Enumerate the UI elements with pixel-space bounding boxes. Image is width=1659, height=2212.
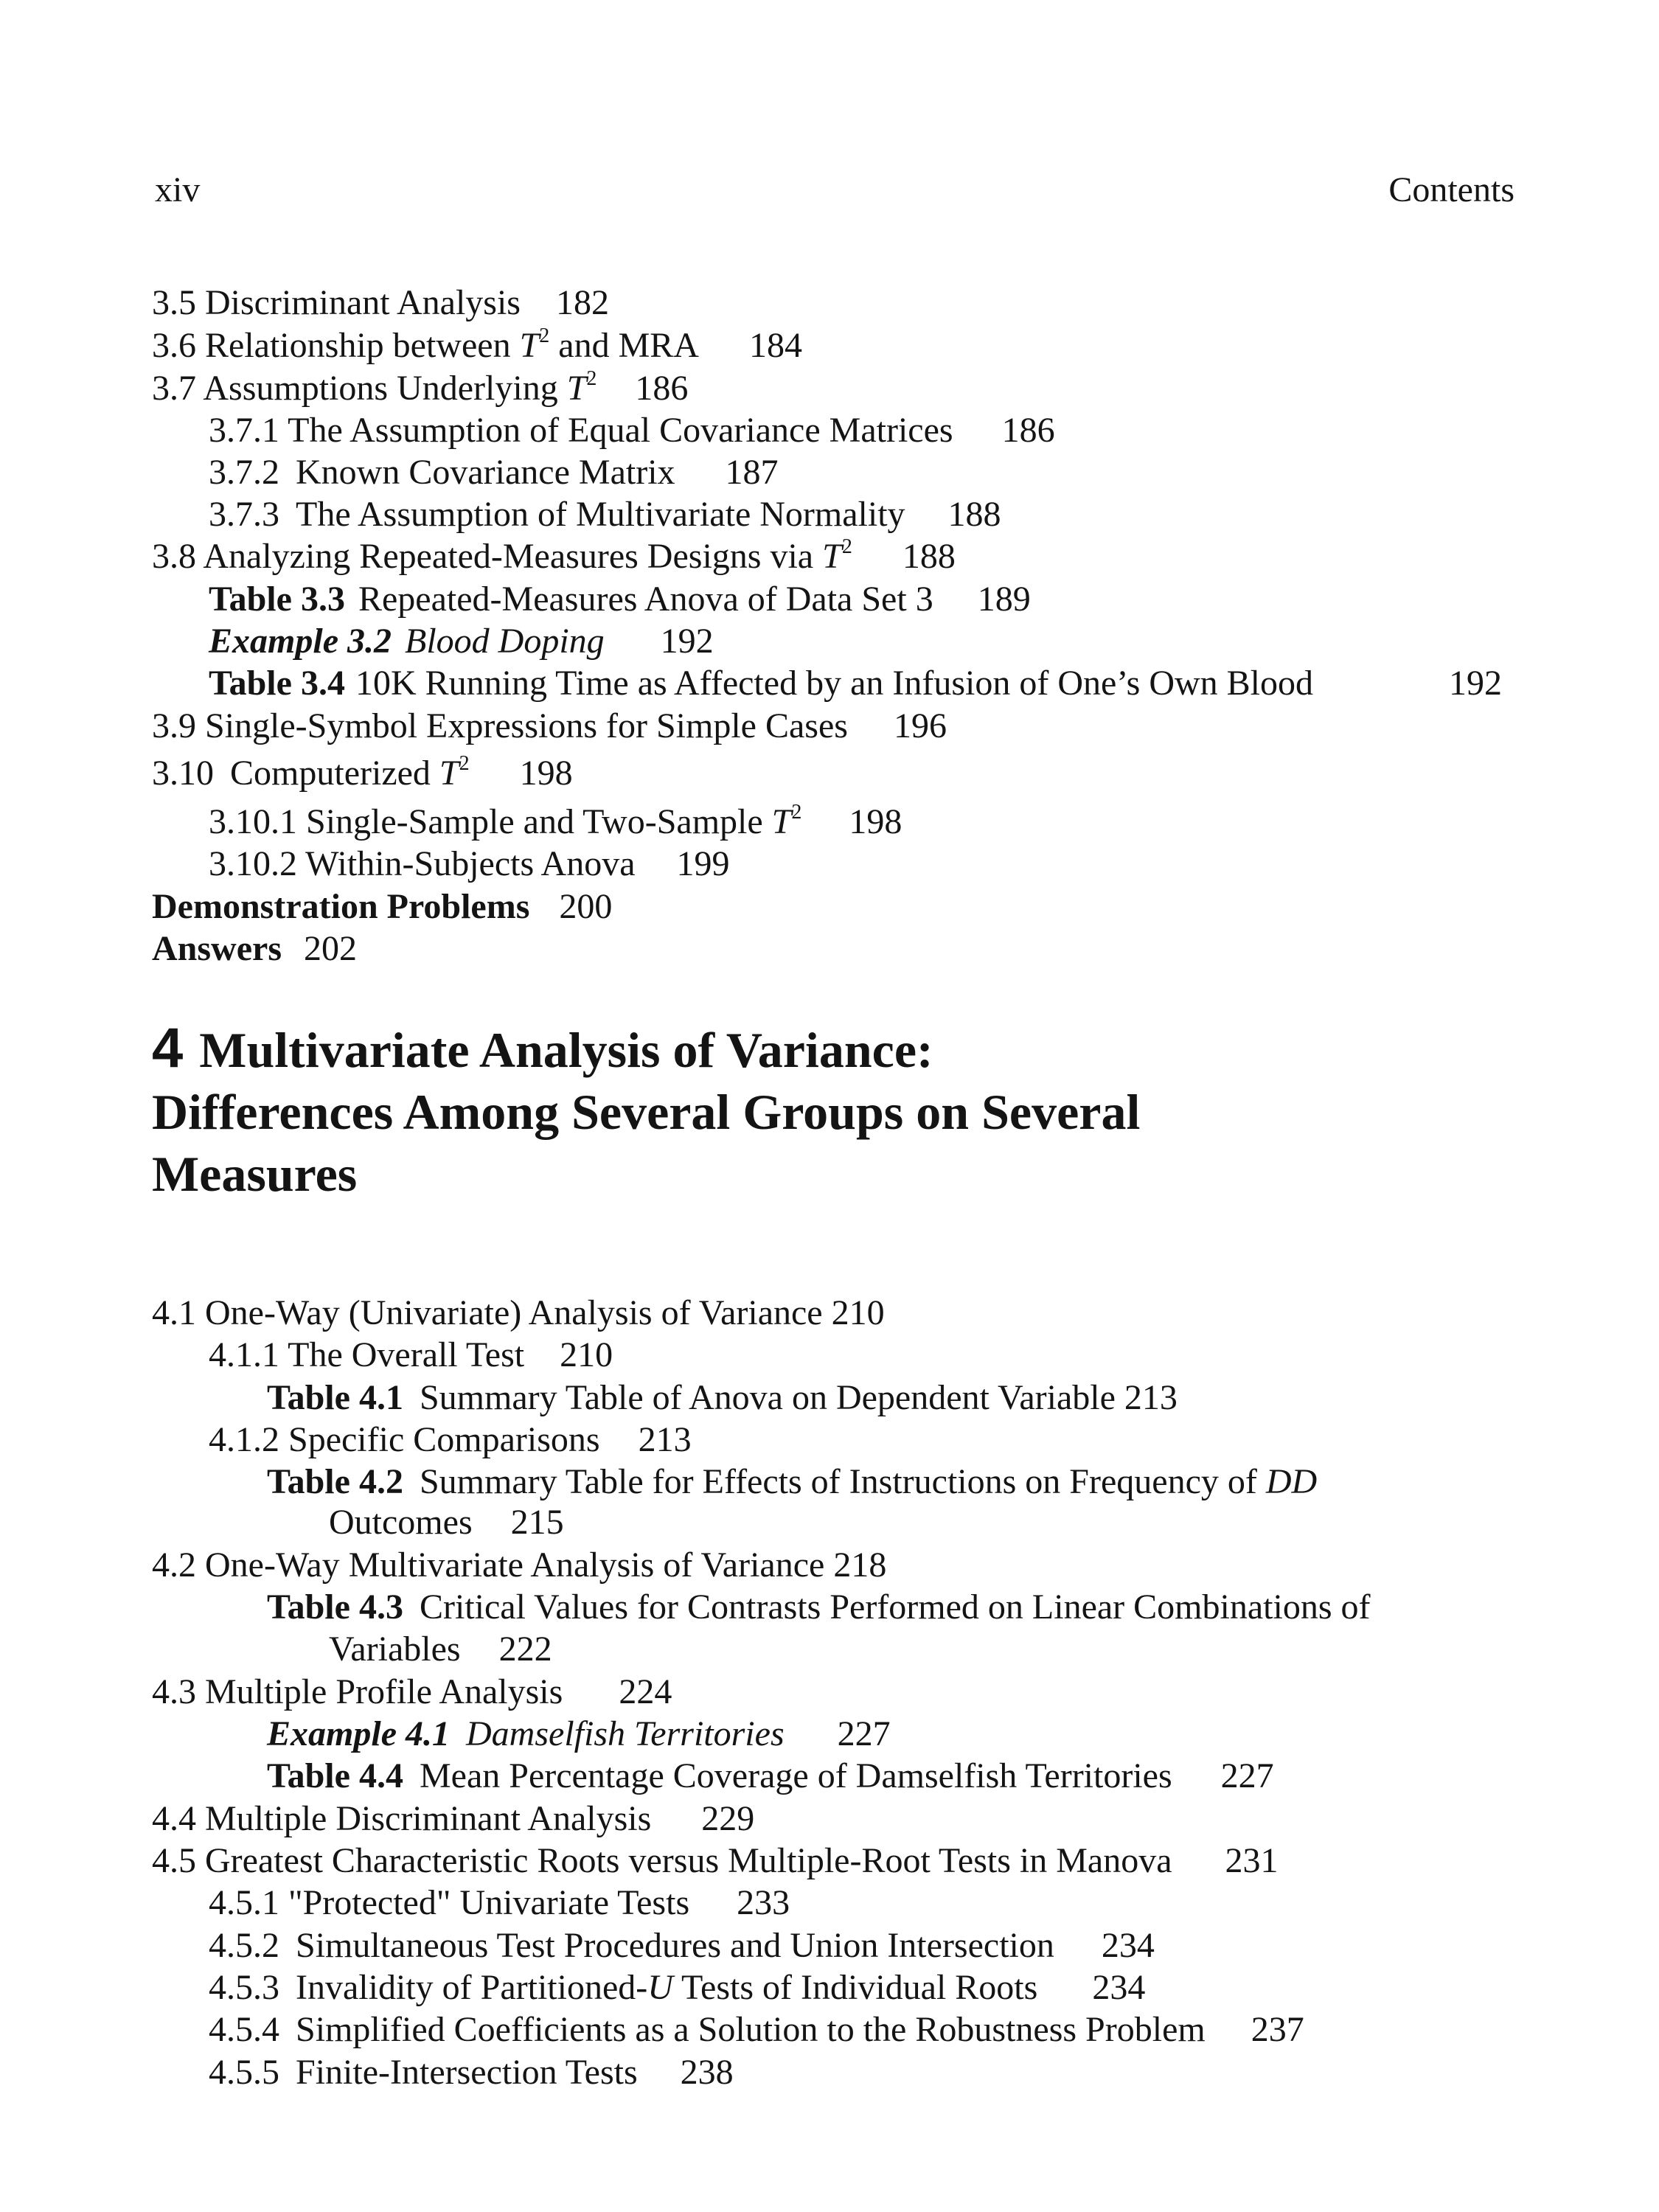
toc-entry: 4.1.1 The Overall Test 210 <box>209 1335 613 1374</box>
toc-entry: Table 3.3 Repeated-Measures Anova of Data Set 3 189 <box>209 580 1031 619</box>
toc-entry: 3.6 Relationship between $T^2$ and MRA 184 <box>152 324 802 365</box>
toc-entry: Table 3.4 10K Running Time as Affected by an Infusion of One’s Own Blood <box>209 664 1313 703</box>
toc-entry: 4.5.3 Invalidity of Partitioned-U Tests of Individual Roots 234 <box>209 1968 1146 2007</box>
toc-entry: 3.10 Computerized $T^2$ 198 <box>152 752 573 793</box>
toc-entry: 3.8 Analyzing Repeated-Measures Designs via $T^2$ 188 <box>152 535 956 576</box>
toc-entry: 3.7.2 Known Covariance Matrix 187 <box>209 453 779 492</box>
chapter-title-line: Measures <box>152 1146 358 1202</box>
toc-entry: 4.4 Multiple Discriminant Analysis 229 <box>152 1799 755 1838</box>
toc-entry: 3.7.1 The Assumption of Equal Covariance Matrices 186 <box>209 411 1055 450</box>
chapter-heading <box>152 1018 1553 1205</box>
toc-entry: Demonstration Problems 200 <box>152 887 613 926</box>
toc-entry: Answers 202 <box>152 929 357 968</box>
toc-page-number: 192 <box>1449 664 1502 703</box>
toc-entry: 3.7.3 The Assumption of Multivariate Normality 188 <box>209 495 1001 534</box>
toc-entry: Table 4.3 Critical Values for Contrasts Performed on Linear Combinations of <box>267 1587 1371 1627</box>
toc-entry-continued: Variables 222 <box>329 1630 552 1669</box>
toc-entry: 4.1 One-Way (Univariate) Analysis of Variance 210 <box>152 1293 885 1332</box>
toc-entry: 4.3 Multiple Profile Analysis 224 <box>152 1672 672 1711</box>
toc-entry: 3.9 Single-Symbol Expressions for Simple Cases 196 <box>152 706 947 745</box>
toc-entry: Table 4.1 Summary Table of Anova on Dependent Variable 213 <box>267 1378 1178 1417</box>
toc-entry: 4.5.4 Simplified Coefficients as a Solution to the Robustness Problem 237 <box>209 2010 1304 2049</box>
chapter-title-line: Multivariate Analysis of Variance: <box>199 1022 933 1078</box>
toc-entry: 4.5 Greatest Characteristic Roots versus Multiple-Root Tests in Manova 231 <box>152 1841 1279 1880</box>
toc-entry: Example 4.1 Damselfish Territories 227 <box>267 1714 891 1753</box>
chapter-title-line: Differences Among Several Groups on Several <box>152 1084 1141 1140</box>
toc-entry: 4.1.2 Specific Comparisons 213 <box>209 1420 692 1459</box>
toc-entry: 3.5 Discriminant Analysis 182 <box>152 283 609 322</box>
toc-entry: Table 4.4 Mean Percentage Coverage of Damselfish Territories 227 <box>267 1756 1274 1795</box>
toc-entry: Example 3.2 Blood Doping 192 <box>209 622 714 661</box>
toc-entry-continued: Outcomes 215 <box>329 1503 564 1542</box>
running-title: Contents <box>1388 170 1514 209</box>
toc-entry: 3.10.1 Single-Sample and Two-Sample $T^2$ 198 <box>209 801 902 841</box>
toc-entry: 3.10.2 Within-Subjects Anova 199 <box>209 844 730 883</box>
chapter-number: 4 <box>152 1017 184 1079</box>
toc-entry: Table 4.2 Summary Table for Effects of Instructions on Frequency of DD <box>267 1462 1318 1501</box>
toc-entry: 4.5.5 Finite-Intersection Tests 238 <box>209 2053 734 2092</box>
page-number: xiv <box>155 170 201 209</box>
toc-entry: 3.7 Assumptions Underlying $T^2$ 186 <box>152 367 689 408</box>
toc-entry: 4.2 One-Way Multivariate Analysis of Variance 218 <box>152 1545 887 1585</box>
toc-entry: 4.5.2 Simultaneous Test Procedures and Union Intersection 234 <box>209 1926 1155 1965</box>
toc-entry: 4.5.1 "Protected" Univariate Tests 233 <box>209 1883 790 1922</box>
